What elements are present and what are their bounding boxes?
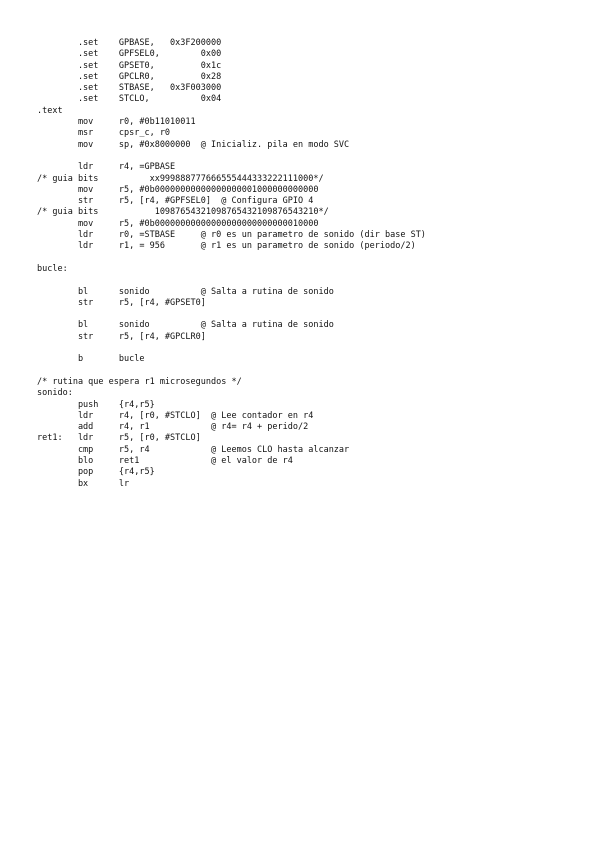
code-line: cmp r5, r4 @ Leemos CLO hasta alcanzar: [37, 444, 350, 455]
code-line: [37, 309, 426, 320]
code-line: mov r5, #0b00000000000000000001000000000000: [37, 184, 319, 195]
code-line: /* rutina que espera r1 microsegundos */: [37, 376, 242, 387]
code-line: sonido:: [37, 388, 73, 399]
code-line: push {r4,r5}: [37, 399, 155, 410]
code-line: bx lr: [37, 478, 130, 489]
code-line: b bucle: [37, 354, 145, 365]
code-line: .text: [37, 105, 63, 116]
code-line: /* guia bits 10987654321098765432109876543210*/: [37, 207, 329, 218]
code-line: [37, 275, 426, 286]
code-line: mov sp, #0x8000000 @ Inicializ. pila en modo SVC: [37, 139, 350, 150]
code-line: .set GPBASE, 0x3F200000: [37, 38, 222, 48]
code-line: .set STCLO, 0x04: [37, 94, 222, 105]
code-line: ret1: ldr r5, [r0, #STCLO]: [37, 433, 201, 444]
code-line: str r5, [r4, #GPSET0]: [37, 297, 206, 308]
code-line: pop {r4,r5}: [37, 467, 155, 478]
code-line: add r4, r1 @ r4= r4 + perido/2: [37, 422, 309, 433]
code-line: blo ret1 @ el valor de r4: [37, 455, 293, 466]
code-line: str r5, [r4, #GPCLR0]: [37, 331, 206, 342]
code-line: msr cpsr_c, r0: [37, 128, 171, 139]
code-line: .set GPCLR0, 0x28: [37, 71, 222, 82]
code-line: bl sonido @ Salta a rutina de sonido: [37, 286, 334, 297]
code-line: .set GPSET0, 0x1c: [37, 60, 222, 71]
code-line: [37, 366, 426, 377]
code-line: ldr r4, =GPBASE: [37, 162, 176, 173]
code-line: mov r5, #0b00000000000000000000000000010000: [37, 218, 319, 229]
code-line: mov r0, #0b11010011: [37, 117, 196, 128]
code-line: ldr r0, =STBASE @ r0 es un parametro de sonido (dir base ST): [37, 230, 426, 241]
code-line: /* guia bits xx999888777666555444333222111000*/: [37, 173, 324, 184]
code-line: [37, 151, 426, 162]
assembly-code-listing: [37, 38, 426, 490]
code-line: str r5, [r4, #GPFSEL0] @ Configura GPIO 4: [37, 196, 314, 207]
code-line: [37, 253, 426, 264]
code-line: ldr r1, = 956 @ r1 es un parametro de sonido (periodo/2): [37, 241, 416, 252]
code-line: .set GPFSEL0, 0x00: [37, 49, 222, 60]
code-line: bucle:: [37, 263, 68, 274]
code-line: bl sonido @ Salta a rutina de sonido: [37, 320, 334, 331]
code-line: ldr r4, [r0, #STCLO] @ Lee contador en r4: [37, 410, 314, 421]
code-line: [37, 343, 426, 354]
code-line: .set STBASE, 0x3F003000: [37, 83, 222, 94]
